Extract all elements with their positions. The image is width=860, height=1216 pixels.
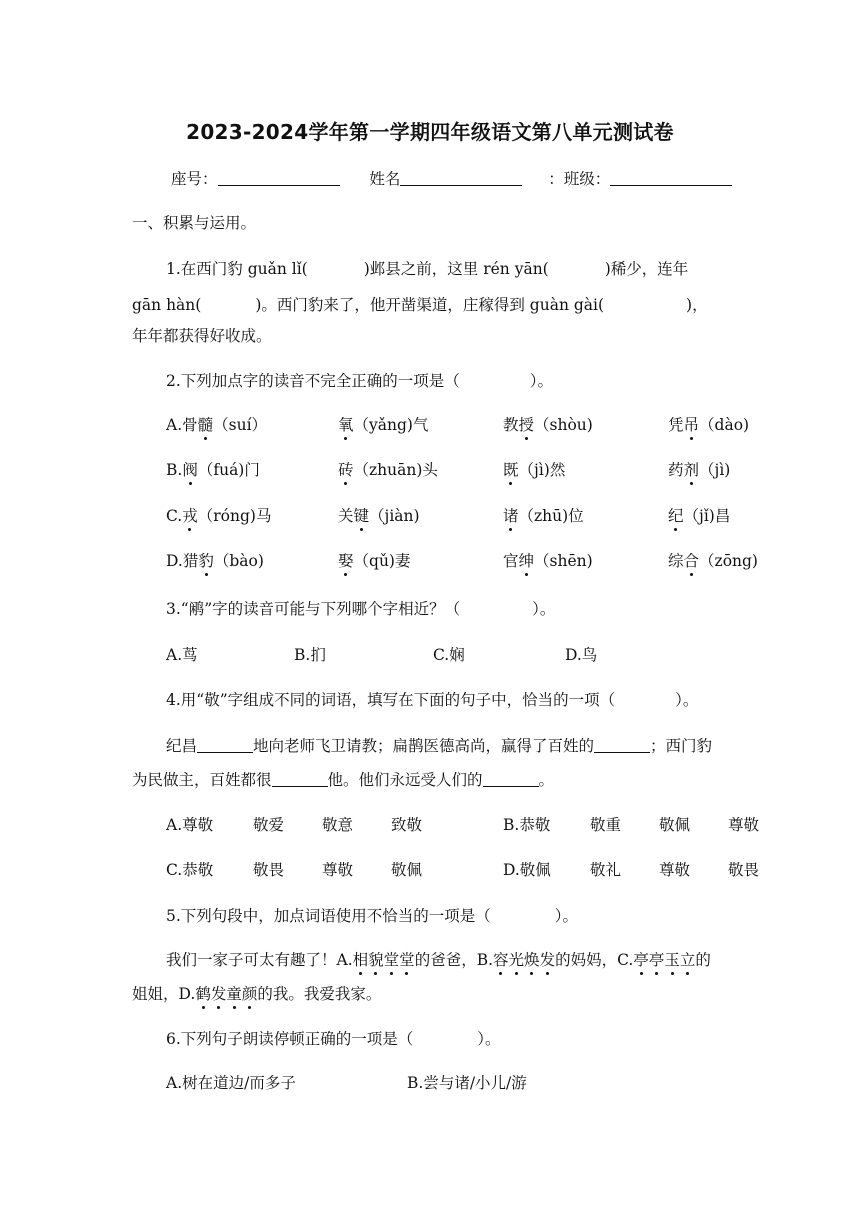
q4-option-b-1: B.恭敬	[503, 816, 551, 834]
q1-line1	[166, 259, 688, 279]
class-blank[interactable]	[610, 169, 732, 186]
q5-passage-line2: 姐姐，D.鹤发童颜的我。我爱我家。	[132, 985, 382, 1003]
section-heading: 一、积累与运用。	[132, 214, 257, 232]
q5-stem-text: ）。	[554, 907, 579, 925]
q5-phrase-b: 容光焕发	[493, 951, 556, 969]
q2-option-b-2: 砖（zhuān)头	[338, 461, 438, 479]
q5-phrase-d: 鹤发童颜	[195, 985, 258, 1003]
q4-blank-1[interactable]	[197, 736, 253, 753]
q2-option-d-2: 娶（qǔ)妻	[338, 552, 411, 570]
class-label: ：班级：	[548, 170, 611, 188]
q4-option-a-4: 致敬	[391, 816, 423, 834]
q4-option-d-2: 敬礼	[590, 861, 622, 879]
q2-option-c-4: 纪（jǐ)昌	[668, 507, 731, 525]
q2-option-b-4: 药剂（jì)	[668, 461, 731, 479]
q5-phrase-c: 亭亭玉立	[633, 951, 696, 969]
q4-passage-line1	[166, 736, 712, 756]
q2-option-a-1: A.骨髓（suí）	[166, 416, 268, 434]
name-label: 姓名	[369, 170, 401, 188]
q6-option-b: B.尝与诸/小儿/游	[407, 1074, 527, 1092]
q4-option-c-3: 尊敬	[322, 861, 354, 879]
q3-option-d: D.鸟	[565, 646, 598, 664]
q4-option-c-1: C.恭敬	[166, 861, 214, 879]
q2-option-c-1: C.戎（róng)马	[166, 507, 272, 525]
q4-option-b-2: 敬重	[590, 816, 622, 834]
q2-option-c-3: 诸（zhū)位	[503, 507, 584, 525]
q2-option-b-1: B.阀（fuá)门	[166, 461, 260, 479]
q4-option-d-3: 尊敬	[659, 861, 691, 879]
q2-option-d-1: D.猎豹（bào)	[166, 552, 264, 570]
q4-blank-3[interactable]	[272, 770, 328, 787]
page-title: 2023-2024学年第一学期四年级语文第八单元测试卷	[186, 120, 674, 144]
q6-stem-text: ）。	[477, 1030, 501, 1048]
q4-passage-line2	[132, 770, 554, 790]
q4-option-a-3: 敬意	[322, 816, 354, 834]
q2-stem-text: ）。	[529, 372, 554, 390]
q6-option-a: A.树在道边/而多子	[166, 1074, 296, 1092]
q3-stem	[166, 599, 555, 619]
q4-passage-text: 他。他们永远受人们的	[327, 771, 483, 789]
q4-passage-text: 为民做主，百姓都很	[132, 771, 272, 789]
seat-blank[interactable]	[218, 169, 340, 186]
q4-option-a-2: 敬爱	[253, 816, 285, 834]
q1-line3: 年年都获得好收成。	[132, 327, 272, 345]
q4-stem-text: ）。	[675, 691, 699, 709]
q5-stem-text: 5.下列句段中，加点词语使用不恰当的一项是（	[166, 907, 491, 925]
q5-stem	[166, 906, 578, 926]
q4-option-b-3: 敬佩	[659, 816, 691, 834]
q4-option-d-1: D.敬佩	[503, 861, 551, 879]
q2-option-d-3: 官绅（shēn)	[503, 552, 593, 570]
q6-stem	[166, 1029, 501, 1049]
q2-option-a-2: 氧（yǎng)气	[338, 416, 429, 434]
q3-stem-text: 3.“鹇”字的读音可能与下列哪个字相近？（	[166, 600, 461, 618]
q1-text: 1.在西门豹 guǎn lǐ(	[166, 260, 308, 278]
q5-passage-line1: 我们一家子可太有趣了！A.相貌堂堂的爸爸，B.容光焕发的妈妈，C.亭亭玉立的	[166, 951, 711, 969]
q1-line2	[132, 295, 708, 315]
q4-option-a-1: A.尊敬	[166, 816, 214, 834]
q2-option-a-3: 教授（shòu)	[503, 416, 593, 434]
q4-passage-text: ；西门豹	[650, 737, 713, 755]
q6-stem-text: 6.下列句子朗读停顿正确的一项是（	[166, 1030, 414, 1048]
seat-label: 座号：	[171, 170, 218, 188]
q4-option-d-4: 敬畏	[728, 861, 760, 879]
q2-option-d-4: 综合（zōng)	[668, 552, 758, 570]
q4-blank-2[interactable]	[594, 736, 650, 753]
q4-option-c-2: 敬畏	[253, 861, 285, 879]
q4-blank-4[interactable]	[483, 770, 539, 787]
q4-option-c-4: 敬佩	[391, 861, 423, 879]
q2-stem	[166, 371, 553, 391]
name-blank[interactable]	[400, 169, 522, 186]
student-info-line	[171, 169, 732, 189]
q1-text: )。西门豹来了，他开凿渠道，庄稼得到 guàn gài(	[255, 296, 605, 314]
q2-option-b-3: 既（jì)然	[503, 461, 566, 479]
q3-option-b: B.扪	[294, 646, 326, 664]
q1-text: gān hàn(	[132, 296, 202, 314]
q2-stem-text: 2.下列加点字的读音不完全正确的一项是（	[166, 372, 460, 390]
q3-stem-text: ）。	[532, 600, 556, 618]
q4-stem-text: 4.用“敬”字组成不同的词语，填写在下面的句子中，恰当的一项（	[166, 691, 616, 709]
q4-stem	[166, 690, 698, 710]
q3-option-a: A.茑	[166, 646, 198, 664]
q4-passage-text: 纪昌	[166, 737, 198, 755]
q5-phrase-a: 相貌堂堂	[352, 951, 415, 969]
q2-option-c-2: 关键（jiàn)	[338, 507, 420, 525]
q4-option-b-4: 尊敬	[728, 816, 760, 834]
q1-text: )，	[686, 296, 708, 314]
q1-text: )邺县之前，这里 rén yān(	[363, 260, 549, 278]
q3-option-c: C.娴	[433, 646, 465, 664]
q4-passage-text: 地向老师飞卫请教；扁鹊医德高尚，赢得了百姓的	[253, 737, 595, 755]
q4-passage-text: 。	[538, 771, 555, 789]
q1-text: )稀少，连年	[604, 260, 689, 278]
q2-option-a-4: 凭吊（dào)	[668, 416, 750, 434]
